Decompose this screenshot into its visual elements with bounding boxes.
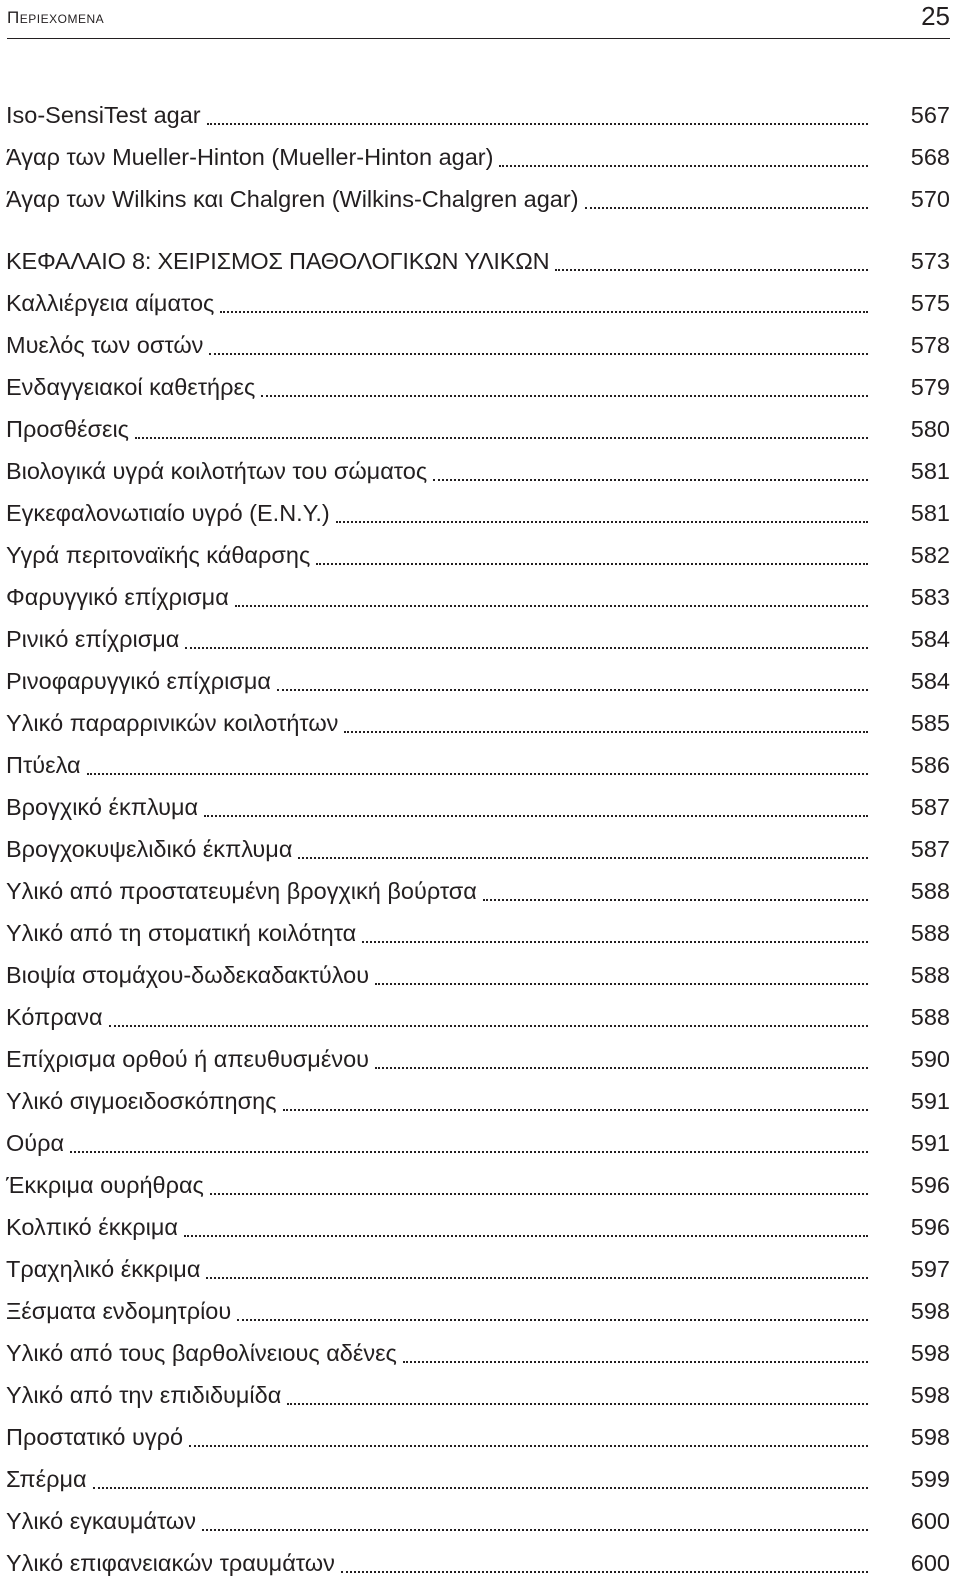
toc-entry-page-number: 584 bbox=[910, 668, 950, 694]
toc-entry-title: Έκκριμα ουρήθρας bbox=[6, 1172, 204, 1198]
toc-entry-title: Υλικό σιγμοειδοσκόπησης bbox=[6, 1088, 277, 1114]
toc-entry-page-number: 597 bbox=[910, 1256, 950, 1282]
toc-entry[interactable] bbox=[6, 1074, 950, 1116]
toc-entry[interactable] bbox=[6, 318, 950, 360]
dot-leader bbox=[336, 521, 868, 523]
toc-entry-title: Καλλιέργεια αίματος bbox=[6, 290, 215, 316]
toc-entry-title: Υγρά περιτοναϊκής κάθαρσης bbox=[6, 542, 311, 568]
page-number: 25 bbox=[921, 1, 950, 31]
dot-leader bbox=[87, 773, 868, 775]
toc-entry[interactable] bbox=[6, 1410, 950, 1452]
toc-entry[interactable] bbox=[6, 780, 950, 822]
toc-entry[interactable] bbox=[6, 486, 950, 528]
toc-entry-page-number: 600 bbox=[910, 1550, 950, 1576]
page-header bbox=[7, 0, 950, 39]
toc-entry[interactable] bbox=[6, 1032, 950, 1074]
toc-entry[interactable] bbox=[6, 444, 950, 486]
toc-entry-title: Επίχρισμα ορθού ή απευθυσμένου bbox=[6, 1046, 369, 1072]
dot-leader bbox=[341, 1571, 868, 1573]
toc-entry[interactable] bbox=[6, 612, 950, 654]
dot-leader bbox=[209, 353, 868, 355]
toc-entry[interactable] bbox=[6, 88, 950, 130]
toc-entry-page-number: 584 bbox=[910, 626, 950, 652]
dot-leader bbox=[207, 123, 868, 125]
dot-leader bbox=[109, 1025, 868, 1027]
dot-leader bbox=[344, 731, 868, 733]
toc-entry-page-number: 599 bbox=[910, 1466, 950, 1492]
toc-entry-page-number: 579 bbox=[910, 374, 950, 400]
toc-entry[interactable] bbox=[6, 1326, 950, 1368]
toc-entry-page-number: 573 bbox=[910, 248, 950, 274]
toc-entry-title: Πτύελα bbox=[6, 752, 81, 778]
toc-entry[interactable] bbox=[6, 130, 950, 172]
toc-entry[interactable] bbox=[6, 402, 950, 444]
toc-entry-page-number: 598 bbox=[910, 1340, 950, 1366]
toc-entry-title: Υλικό εγκαυμάτων bbox=[6, 1508, 197, 1534]
toc-entry-title: Βρογχικό έκπλυμα bbox=[6, 794, 199, 820]
toc-entry-page-number: 575 bbox=[910, 290, 950, 316]
toc-entry-page-number: 591 bbox=[910, 1130, 950, 1156]
running-header-title: Περιεχομενα bbox=[7, 8, 105, 27]
toc-entry[interactable] bbox=[6, 1368, 950, 1410]
toc-entry-title: Σπέρμα bbox=[6, 1466, 87, 1492]
toc-entry-page-number: 582 bbox=[910, 542, 950, 568]
toc-entry[interactable] bbox=[6, 738, 950, 780]
dot-leader bbox=[189, 1445, 868, 1447]
dot-leader bbox=[403, 1361, 868, 1363]
dot-leader bbox=[375, 983, 868, 985]
dot-leader bbox=[235, 605, 868, 607]
toc-entry-page-number: 581 bbox=[910, 458, 950, 484]
dot-leader bbox=[287, 1403, 868, 1405]
toc-entry[interactable] bbox=[6, 990, 950, 1032]
toc-entry-title: Προσθέσεις bbox=[6, 416, 129, 442]
dot-leader bbox=[237, 1319, 868, 1321]
toc-entry-title: Υλικό από τους βαρθολίνειους αδένες bbox=[6, 1340, 397, 1366]
toc-entry-page-number: 568 bbox=[910, 144, 950, 170]
dot-leader bbox=[185, 647, 868, 649]
toc-entry-page-number: 588 bbox=[910, 962, 950, 988]
toc-entry[interactable] bbox=[6, 1452, 950, 1494]
toc-entry-title: Εγκεφαλονωτιαίο υγρό (Ε.Ν.Υ.) bbox=[6, 500, 330, 526]
toc-entry-title: Τραχηλικό έκκριμα bbox=[6, 1256, 201, 1282]
dot-leader bbox=[483, 899, 868, 901]
dot-leader bbox=[283, 1109, 868, 1111]
dot-leader bbox=[277, 689, 868, 691]
toc-entry[interactable] bbox=[6, 906, 950, 948]
dot-leader bbox=[70, 1151, 868, 1153]
toc-entry-title: Βιολογικά υγρά κοιλοτήτων του σώματος bbox=[6, 458, 428, 484]
toc-entry[interactable] bbox=[6, 528, 950, 570]
toc-entry-title: Ξέσματα ενδομητρίου bbox=[6, 1298, 232, 1324]
toc-entry-page-number: 600 bbox=[910, 1508, 950, 1534]
toc-entry[interactable] bbox=[6, 1536, 950, 1578]
toc-entry-page-number: 585 bbox=[910, 710, 950, 736]
toc-entry-title: Προστατικό υγρό bbox=[6, 1424, 184, 1450]
toc-entry[interactable] bbox=[6, 1494, 950, 1536]
dot-leader bbox=[135, 437, 868, 439]
toc-entry-page-number: 587 bbox=[910, 794, 950, 820]
toc-entry-title: ΚΕΦΑΛΑΙΟ 8: ΧΕΙΡΙΣΜΟΣ ΠΑΘΟΛΟΓΙΚΩΝ ΥΛΙΚΩΝ bbox=[6, 248, 550, 274]
toc-entry-title: Κόπρανα bbox=[6, 1004, 103, 1030]
toc-entry-page-number: 588 bbox=[910, 878, 950, 904]
toc-entry-title: Βιοψία στομάχου-δωδεκαδακτύλου bbox=[6, 962, 370, 988]
toc-entry-page-number: 596 bbox=[910, 1172, 950, 1198]
dot-leader bbox=[433, 479, 868, 481]
dot-leader bbox=[204, 815, 868, 817]
toc-entry[interactable] bbox=[6, 822, 950, 864]
toc-entry-title: Υλικό από τη στοματική κοιλότητα bbox=[6, 920, 357, 946]
dot-leader bbox=[362, 941, 868, 943]
toc-entry-page-number: 587 bbox=[910, 836, 950, 862]
toc-entry-page-number: 583 bbox=[910, 584, 950, 610]
toc-entry[interactable] bbox=[6, 1116, 950, 1158]
toc-entry-title: Ενδαγγειακοί καθετήρες bbox=[6, 374, 256, 400]
dot-leader bbox=[585, 207, 868, 209]
toc-entry-title: Ούρα bbox=[6, 1130, 65, 1156]
dot-leader bbox=[93, 1487, 868, 1489]
dot-leader bbox=[375, 1067, 868, 1069]
toc-entry[interactable] bbox=[6, 570, 950, 612]
toc-entry-page-number: 591 bbox=[910, 1088, 950, 1114]
toc-entry-title: Άγαρ των Wilkins και Chalgren (Wilkins-Chalgren agar) bbox=[6, 186, 579, 212]
dot-leader bbox=[499, 165, 868, 167]
dot-leader bbox=[206, 1277, 868, 1279]
dot-leader bbox=[220, 311, 868, 313]
toc-entry[interactable] bbox=[6, 1158, 950, 1200]
toc-entry-page-number: 588 bbox=[910, 920, 950, 946]
toc-entry-page-number: 578 bbox=[910, 332, 950, 358]
toc-entry-page-number: 598 bbox=[910, 1382, 950, 1408]
dot-leader bbox=[555, 269, 868, 271]
toc-entry-page-number: 567 bbox=[910, 102, 950, 128]
dot-leader bbox=[202, 1529, 868, 1531]
toc-entry-page-number: 581 bbox=[910, 500, 950, 526]
toc-entry-page-number: 596 bbox=[910, 1214, 950, 1240]
toc-entry-page-number: 598 bbox=[910, 1424, 950, 1450]
toc-entry[interactable] bbox=[6, 172, 950, 214]
toc-entry-title: Υλικό από την επιδιδυμίδα bbox=[6, 1382, 282, 1408]
toc-entry-title: Υλικό επιφανειακών τραυμάτων bbox=[6, 1550, 335, 1576]
dot-leader bbox=[261, 395, 868, 397]
toc-entry-page-number: 590 bbox=[910, 1046, 950, 1072]
toc-entry-title: Υλικό παραρρινικών κοιλοτήτων bbox=[6, 710, 339, 736]
toc-entry-title: Υλικό από προστατευμένη βρογχική βούρτσα bbox=[6, 878, 477, 904]
toc-entry-title: Ρινοφαρυγγικό επίχρισμα bbox=[6, 668, 272, 694]
dot-leader bbox=[184, 1235, 868, 1237]
toc-entry[interactable] bbox=[6, 864, 950, 906]
toc-entry-title: Μυελός των οστών bbox=[6, 332, 204, 358]
toc-entry-page-number: 598 bbox=[910, 1298, 950, 1324]
toc-entry[interactable] bbox=[6, 1200, 950, 1242]
dot-leader bbox=[210, 1193, 868, 1195]
toc-entry-title: Φαρυγγικό επίχρισμα bbox=[6, 584, 229, 610]
toc-entry-page-number: 586 bbox=[910, 752, 950, 778]
toc-entry-title: Iso-SensiTest agar bbox=[6, 102, 201, 128]
dot-leader bbox=[298, 857, 868, 859]
toc-entry-title: Κολπικό έκκριμα bbox=[6, 1214, 178, 1240]
toc-entry-page-number: 580 bbox=[910, 416, 950, 442]
toc-entry-title: Βρογχοκυψελιδικό έκπλυμα bbox=[6, 836, 293, 862]
toc-entry[interactable] bbox=[6, 696, 950, 738]
dot-leader bbox=[316, 563, 868, 565]
toc-entry-title: Ρινικό επίχρισμα bbox=[6, 626, 180, 652]
toc-entry[interactable] bbox=[6, 654, 950, 696]
toc-entry[interactable] bbox=[6, 276, 950, 318]
toc-entry-title: Άγαρ των Mueller-Hinton (Mueller-Hinton agar) bbox=[6, 144, 494, 170]
toc-entry-page-number: 570 bbox=[910, 186, 950, 212]
toc-chapter-heading[interactable] bbox=[6, 234, 950, 276]
toc-entry[interactable] bbox=[6, 1242, 950, 1284]
toc-entry[interactable] bbox=[6, 948, 950, 990]
toc-entry[interactable] bbox=[6, 360, 950, 402]
toc-entry-page-number: 588 bbox=[910, 1004, 950, 1030]
toc-entry[interactable] bbox=[6, 1284, 950, 1326]
